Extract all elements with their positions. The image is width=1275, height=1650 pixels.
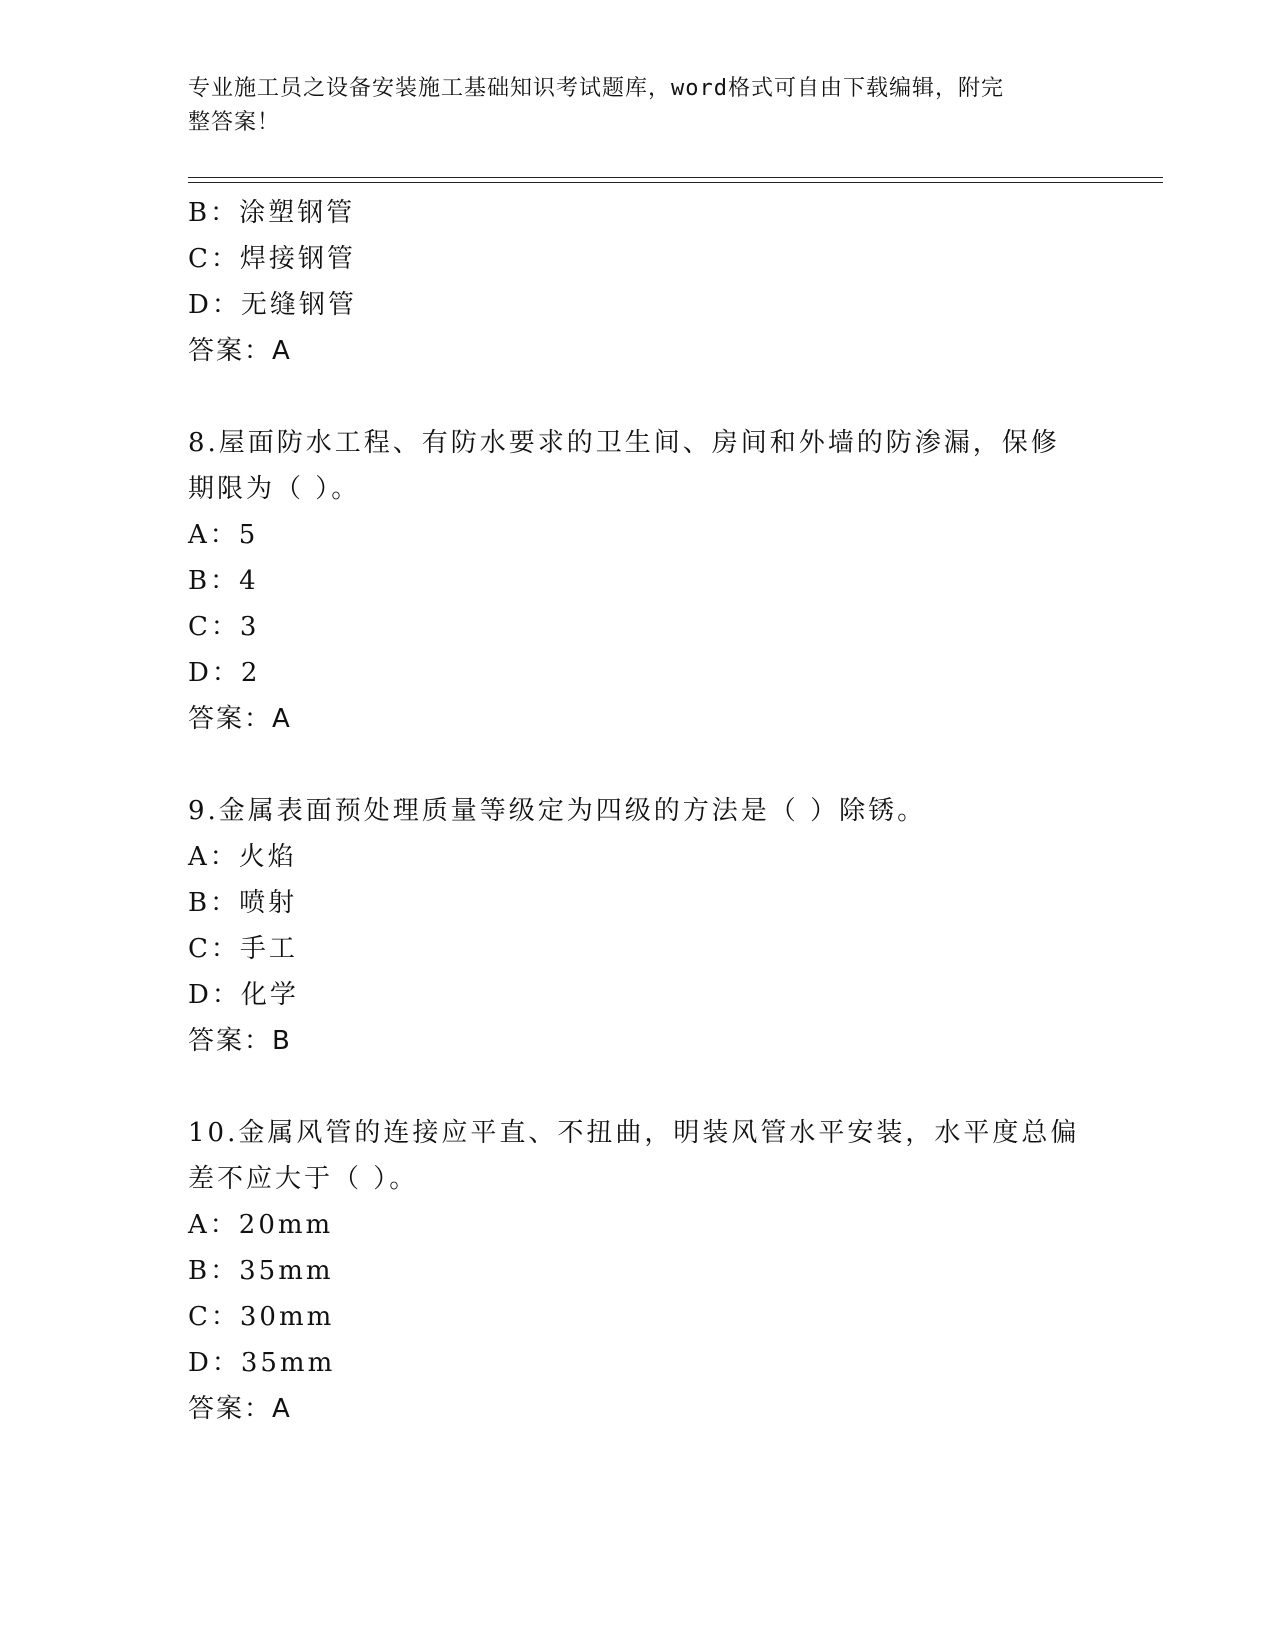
q8-option-a: A：5	[188, 520, 259, 550]
q8-option-d: D：2	[188, 658, 261, 688]
question-7-block	[188, 190, 1088, 374]
header-line-2: 整答案！	[188, 110, 281, 135]
question-9-block	[188, 788, 1088, 1064]
q7-option-d: D：无缝钢管	[188, 290, 357, 320]
q10-option-b: B：35mm	[188, 1256, 334, 1286]
q10-option-c: C：30mm	[188, 1302, 335, 1332]
header-line-1: 专业施工员之设备安装施工基础知识考试题库，word格式可自由下载编辑，附完	[188, 76, 1004, 101]
q10-stem-line-1: 10.金属风管的连接应平直、不扭曲，明装风管水平安装，水平度总偏	[188, 1118, 1080, 1148]
q8-stem-line-2: 期限为（ ）。	[188, 474, 361, 504]
q7-option-b: B：涂塑钢管	[188, 198, 356, 228]
q9-option-a: A：火焰	[188, 842, 297, 872]
q9-option-b: B：喷射	[188, 888, 298, 918]
q9-option-c: C：手工	[188, 934, 298, 964]
document-header	[188, 72, 1088, 140]
q8-answer: 答案：A	[188, 704, 292, 734]
q10-stem-line-2: 差不应大于（ ）。	[188, 1164, 419, 1194]
question-10-block	[188, 1110, 1088, 1432]
question-8-block	[188, 420, 1088, 742]
q8-stem-line-1: 8.屋面防水工程、有防水要求的卫生间、房间和外墙的防渗漏，保修	[188, 428, 1060, 458]
q7-option-c: C：焊接钢管	[188, 244, 356, 274]
header-rule-top	[188, 177, 1163, 178]
question-content	[188, 190, 1088, 1432]
q8-option-b: B：4	[188, 566, 259, 596]
q10-answer: 答案：A	[188, 1394, 292, 1424]
q7-answer: 答案：A	[188, 336, 292, 366]
q9-stem-line-1: 9.金属表面预处理质量等级定为四级的方法是（ ）除锈。	[188, 796, 927, 826]
q8-option-c: C：3	[188, 612, 260, 642]
q9-answer: 答案：B	[188, 1026, 292, 1056]
header-rule-bottom	[188, 182, 1163, 183]
q9-option-d: D：化学	[188, 980, 299, 1010]
q10-option-d: D：35mm	[188, 1348, 336, 1378]
q10-option-a: A：20mm	[188, 1210, 334, 1240]
